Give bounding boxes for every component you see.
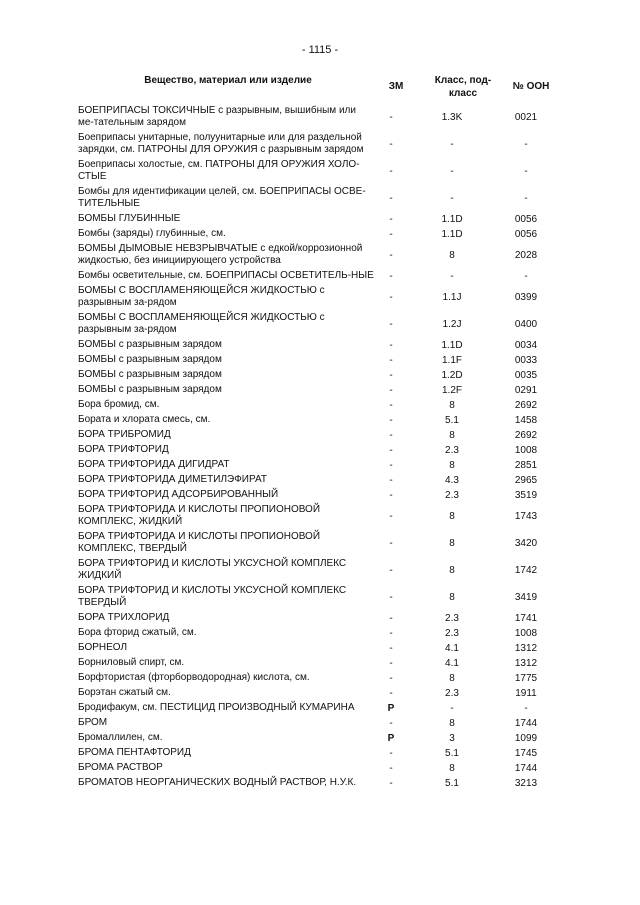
table-row bbox=[78, 338, 556, 353]
hazard-class: 4.1 bbox=[445, 643, 459, 654]
hazard-class: 8 bbox=[449, 538, 455, 549]
zm-mark: - bbox=[389, 778, 393, 789]
hazard-class: - bbox=[450, 703, 454, 714]
zm-mark: - bbox=[389, 511, 393, 522]
un-number: 1745 bbox=[514, 748, 538, 759]
un-number: 1911 bbox=[515, 688, 537, 699]
zm-mark: - bbox=[389, 643, 393, 654]
header-class-line1: Класс, под- bbox=[434, 75, 492, 86]
substance-name: БОРА ТРИФТОРИДА И КИСЛОТЫ ПРОПИОНОВОЙ КОМПЛЕКС, ТВЕРДЫЙ bbox=[78, 531, 321, 554]
header-class bbox=[430, 74, 496, 100]
un-number: 3419 bbox=[514, 592, 538, 603]
zm-mark: - bbox=[389, 193, 393, 204]
hazard-class: - bbox=[450, 271, 454, 282]
table-row bbox=[78, 701, 556, 716]
substance-name: Бромаллилен, см. bbox=[78, 732, 163, 743]
substance-name: БРОМА ПЕНТАФТОРИД bbox=[78, 747, 191, 758]
hazard-class: 1.2F bbox=[441, 385, 462, 396]
substance-name: БОМБЫ ДЫМОВЫЕ НЕВЗРЫВЧАТЫЕ с едкой/коррозионной жидкостью, без инициирующего устройства bbox=[78, 243, 363, 266]
un-number: 0035 bbox=[514, 370, 538, 381]
substance-name: БОМБЫ с разрывным зарядом bbox=[78, 384, 222, 395]
substance-name: БОЕПРИПАСЫ ТОКСИЧНЫЕ с разрывным, вышибным или ме-тательным зарядом bbox=[78, 105, 356, 128]
substance-name: БОМБЫ с разрывным зарядом bbox=[78, 369, 222, 380]
substance-name: БОРА ТРИФТОРИД АДСОРБИРОВАННЫЙ bbox=[78, 489, 279, 500]
un-number: 2692 bbox=[514, 400, 538, 411]
un-number: 3213 bbox=[514, 778, 538, 789]
substance-name: БРОМАТОВ НЕОРГАНИЧЕСКИХ ВОДНЫЙ РАСТВОР, Н.У.К. bbox=[78, 777, 357, 788]
table-row bbox=[78, 269, 556, 284]
zm-mark: - bbox=[389, 718, 393, 729]
zm-mark: - bbox=[389, 688, 393, 699]
zm-mark: - bbox=[389, 592, 393, 603]
hazard-class: 8 bbox=[449, 511, 455, 522]
hazard-class: 8 bbox=[449, 673, 455, 684]
un-number: 0034 bbox=[514, 340, 538, 351]
hazard-class: 2.3 bbox=[445, 688, 459, 699]
table-row bbox=[78, 131, 556, 158]
zm-mark: - bbox=[389, 139, 393, 150]
table-row bbox=[78, 311, 556, 338]
un-number: 1312 bbox=[514, 658, 538, 669]
un-number: 1099 bbox=[514, 733, 538, 744]
zm-mark: - bbox=[389, 538, 393, 549]
table-row bbox=[78, 242, 556, 269]
substance-name: Бомбы для идентификации целей, см. БОЕПРИПАСЫ ОСВЕ-ТИТЕЛЬНЫЕ bbox=[78, 186, 366, 209]
table-row bbox=[78, 104, 556, 131]
substance-name: Бомбы (заряды) глубинные, см. bbox=[78, 228, 226, 239]
hazard-class: 5.1 bbox=[445, 778, 459, 789]
hazard-class: 8 bbox=[449, 763, 455, 774]
substance-name: БОМБЫ С ВОСПЛАМЕНЯЮЩЕЙСЯ ЖИДКОСТЬЮ с разрывным за-рядом bbox=[78, 285, 325, 308]
un-number: 3519 bbox=[514, 490, 538, 501]
substance-name: Бората и хлората смесь, см. bbox=[78, 414, 211, 425]
substance-name: БОМБЫ С ВОСПЛАМЕНЯЮЩЕЙСЯ ЖИДКОСТЬЮ с разрывным за-рядом bbox=[78, 312, 325, 335]
un-number: 2692 bbox=[514, 430, 538, 441]
substance-name: БОРА ТРИФТОРИДА ДИМЕТИЛЭФИРАТ bbox=[78, 474, 267, 485]
header-un: № ООН bbox=[512, 81, 550, 92]
zm-mark: - bbox=[389, 658, 393, 669]
zm-mark: - bbox=[389, 229, 393, 240]
table-row bbox=[78, 746, 556, 761]
substance-name: Боеприпасы холостые, см. ПАТРОНЫ ДЛЯ ОРУЖИЯ ХОЛО-СТЫЕ bbox=[78, 159, 360, 182]
substance-name: БОМБЫ ГЛУБИННЫЕ bbox=[78, 213, 181, 224]
zm-mark: - bbox=[389, 415, 393, 426]
un-number: 0021 bbox=[514, 112, 538, 123]
substance-name: БРОМА РАСТВОР bbox=[78, 762, 163, 773]
un-number: 0400 bbox=[514, 319, 538, 330]
hazard-class: 8 bbox=[449, 250, 455, 261]
substance-name: Борэтан сжатый см. bbox=[78, 687, 171, 698]
un-number: 0056 bbox=[514, 229, 538, 240]
table-row bbox=[78, 353, 556, 368]
hazard-class: 1.2D bbox=[441, 370, 463, 381]
hazard-class: 5.1 bbox=[445, 748, 459, 759]
substance-name: БОРА ТРИФТОРИД И КИСЛОТЫ УКСУСНОЙ КОМПЛЕКС ЖИДКИЙ bbox=[78, 558, 347, 581]
un-number: 1744 bbox=[514, 718, 538, 729]
zm-mark: - bbox=[389, 430, 393, 441]
table-row bbox=[78, 671, 556, 686]
un-number: 3420 bbox=[514, 538, 538, 549]
zm-mark: - bbox=[389, 628, 393, 639]
table-row bbox=[78, 443, 556, 458]
substance-name: БОМБЫ с разрывным зарядом bbox=[78, 339, 222, 350]
un-number: 2965 bbox=[514, 475, 538, 486]
zm-mark: - bbox=[389, 370, 393, 381]
substance-name: БОРА ТРИФТОРИДА И КИСЛОТЫ ПРОПИОНОВОЙ КОМПЛЕКС, ЖИДКИЙ bbox=[78, 504, 321, 527]
zm-mark: P bbox=[387, 703, 395, 714]
un-number: 1008 bbox=[514, 628, 538, 639]
zm-mark: - bbox=[389, 340, 393, 351]
table-row bbox=[78, 227, 556, 242]
substance-name: Боеприпасы унитарные, полуунитарные или для раздельной зарядки, см. ПАТРОНЫ ДЛЯ ОРУЖИЯ с разрывным зарядом bbox=[78, 132, 364, 155]
zm-mark: - bbox=[389, 748, 393, 759]
un-number: 1008 bbox=[514, 445, 538, 456]
hazard-class: - bbox=[450, 139, 454, 150]
header-zm: ЗМ bbox=[388, 81, 404, 92]
un-number: - bbox=[524, 193, 528, 204]
table-row bbox=[78, 428, 556, 443]
table-row bbox=[78, 530, 556, 557]
un-number: 1743 bbox=[514, 511, 538, 522]
hazard-class: 2.3 bbox=[445, 490, 459, 501]
hazard-class: 2.3 bbox=[445, 445, 459, 456]
zm-mark: - bbox=[389, 292, 393, 303]
zm-mark: - bbox=[389, 460, 393, 471]
table-row bbox=[78, 368, 556, 383]
table-row bbox=[78, 473, 556, 488]
substance-name: Бора бромид, см. bbox=[78, 399, 160, 410]
substance-name: БОМБЫ с разрывным зарядом bbox=[78, 354, 222, 365]
un-number: 0399 bbox=[514, 292, 538, 303]
hazard-class: 8 bbox=[449, 565, 455, 576]
hazard-class: - bbox=[450, 166, 454, 177]
un-number: 1312 bbox=[514, 643, 538, 654]
hazard-class: 1.1D bbox=[441, 340, 463, 351]
zm-mark: P bbox=[387, 733, 395, 744]
substance-name: Борниловый спирт, см. bbox=[78, 657, 185, 668]
table-row bbox=[78, 686, 556, 701]
zm-mark: - bbox=[389, 445, 393, 456]
hazard-class: 2.3 bbox=[445, 613, 459, 624]
hazard-class: - bbox=[450, 193, 454, 204]
header-name: Вещество, материал или изделие bbox=[144, 75, 312, 86]
zm-mark: - bbox=[389, 475, 393, 486]
zm-mark: - bbox=[389, 250, 393, 261]
table-row bbox=[78, 776, 556, 791]
zm-mark: - bbox=[389, 565, 393, 576]
zm-mark: - bbox=[389, 673, 393, 684]
zm-mark: - bbox=[389, 613, 393, 624]
zm-mark: - bbox=[389, 763, 393, 774]
table-row bbox=[78, 656, 556, 671]
un-number: 1458 bbox=[514, 415, 538, 426]
zm-mark: - bbox=[389, 112, 393, 123]
table-row bbox=[78, 458, 556, 473]
table-row bbox=[78, 641, 556, 656]
substance-table bbox=[78, 104, 556, 791]
substance-name: БРОМ bbox=[78, 717, 108, 728]
table-row bbox=[78, 398, 556, 413]
zm-mark: - bbox=[389, 490, 393, 501]
table-row bbox=[78, 383, 556, 398]
table-row bbox=[78, 503, 556, 530]
zm-mark: - bbox=[389, 214, 393, 225]
table-row bbox=[78, 212, 556, 227]
un-number: 1741 bbox=[514, 613, 538, 624]
zm-mark: - bbox=[389, 400, 393, 411]
substance-name: БОРА ТРИФТОРИД И КИСЛОТЫ УКСУСНОЙ КОМПЛЕКС ТВЕРДЫЙ bbox=[78, 585, 347, 608]
table-row bbox=[78, 284, 556, 311]
hazard-class: 4.1 bbox=[445, 658, 459, 669]
hazard-class: 8 bbox=[449, 430, 455, 441]
un-number: 1775 bbox=[514, 673, 538, 684]
table-row bbox=[78, 761, 556, 776]
page-number: - 1115 - bbox=[301, 44, 339, 56]
un-number: - bbox=[524, 271, 528, 282]
table-row bbox=[78, 488, 556, 503]
zm-mark: - bbox=[389, 355, 393, 366]
substance-name: БОРА ТРИФТОРИДА ДИГИДРАТ bbox=[78, 459, 230, 470]
table-row bbox=[78, 716, 556, 731]
table-row bbox=[78, 185, 556, 212]
hazard-class: 4.3 bbox=[445, 475, 459, 486]
un-number: 1744 bbox=[514, 763, 538, 774]
hazard-class: 3 bbox=[449, 733, 455, 744]
hazard-class: 1.1J bbox=[442, 292, 462, 303]
un-number: - bbox=[524, 166, 528, 177]
hazard-class: 8 bbox=[449, 592, 455, 603]
hazard-class: 8 bbox=[449, 400, 455, 411]
substance-name: БОРА ТРИФТОРИД bbox=[78, 444, 169, 455]
un-number: 2851 bbox=[514, 460, 538, 471]
substance-name: Бомбы осветительные, см. БОЕПРИПАСЫ ОСВЕТИТЕЛЬ-НЫЕ bbox=[78, 270, 374, 281]
hazard-class: 8 bbox=[449, 718, 455, 729]
table-row bbox=[78, 611, 556, 626]
un-number: 1742 bbox=[514, 565, 538, 576]
table-row bbox=[78, 584, 556, 611]
table-body bbox=[78, 104, 556, 791]
hazard-class: 8 bbox=[449, 460, 455, 471]
hazard-class: 1.1D bbox=[441, 229, 463, 240]
substance-name: Бродифакум, см. ПЕСТИЦИД ПРОИЗВОДНЫЙ КУМАРИНА bbox=[78, 702, 355, 713]
substance-name: Борфтористая (фторборводородная) кислота, см. bbox=[78, 672, 310, 683]
un-number: 0291 bbox=[514, 385, 538, 396]
un-number: - bbox=[524, 139, 528, 150]
zm-mark: - bbox=[389, 319, 393, 330]
substance-name: БОРНЕОЛ bbox=[78, 642, 128, 653]
substance-name: Бора фторид сжатый, см. bbox=[78, 627, 197, 638]
table-row bbox=[78, 158, 556, 185]
zm-mark: - bbox=[389, 166, 393, 177]
un-number: 2028 bbox=[514, 250, 538, 261]
un-number: 0033 bbox=[514, 355, 538, 366]
header-class-line2: класс bbox=[448, 88, 478, 99]
hazard-class: 1.1F bbox=[441, 355, 462, 366]
hazard-class: 1.2J bbox=[442, 319, 462, 330]
un-number: - bbox=[524, 703, 528, 714]
zm-mark: - bbox=[389, 385, 393, 396]
hazard-class: 1.3K bbox=[441, 112, 463, 123]
table-row bbox=[78, 557, 556, 584]
un-number: 0056 bbox=[514, 214, 538, 225]
table-row bbox=[78, 413, 556, 428]
hazard-class: 2.3 bbox=[445, 628, 459, 639]
zm-mark: - bbox=[389, 271, 393, 282]
substance-name: БОРА ТРИБРОМИД bbox=[78, 429, 171, 440]
substance-name: БОРА ТРИХЛОРИД bbox=[78, 612, 170, 623]
table-row bbox=[78, 626, 556, 641]
table-row bbox=[78, 731, 556, 746]
hazard-class: 5.1 bbox=[445, 415, 459, 426]
hazard-class: 1.1D bbox=[441, 214, 463, 225]
